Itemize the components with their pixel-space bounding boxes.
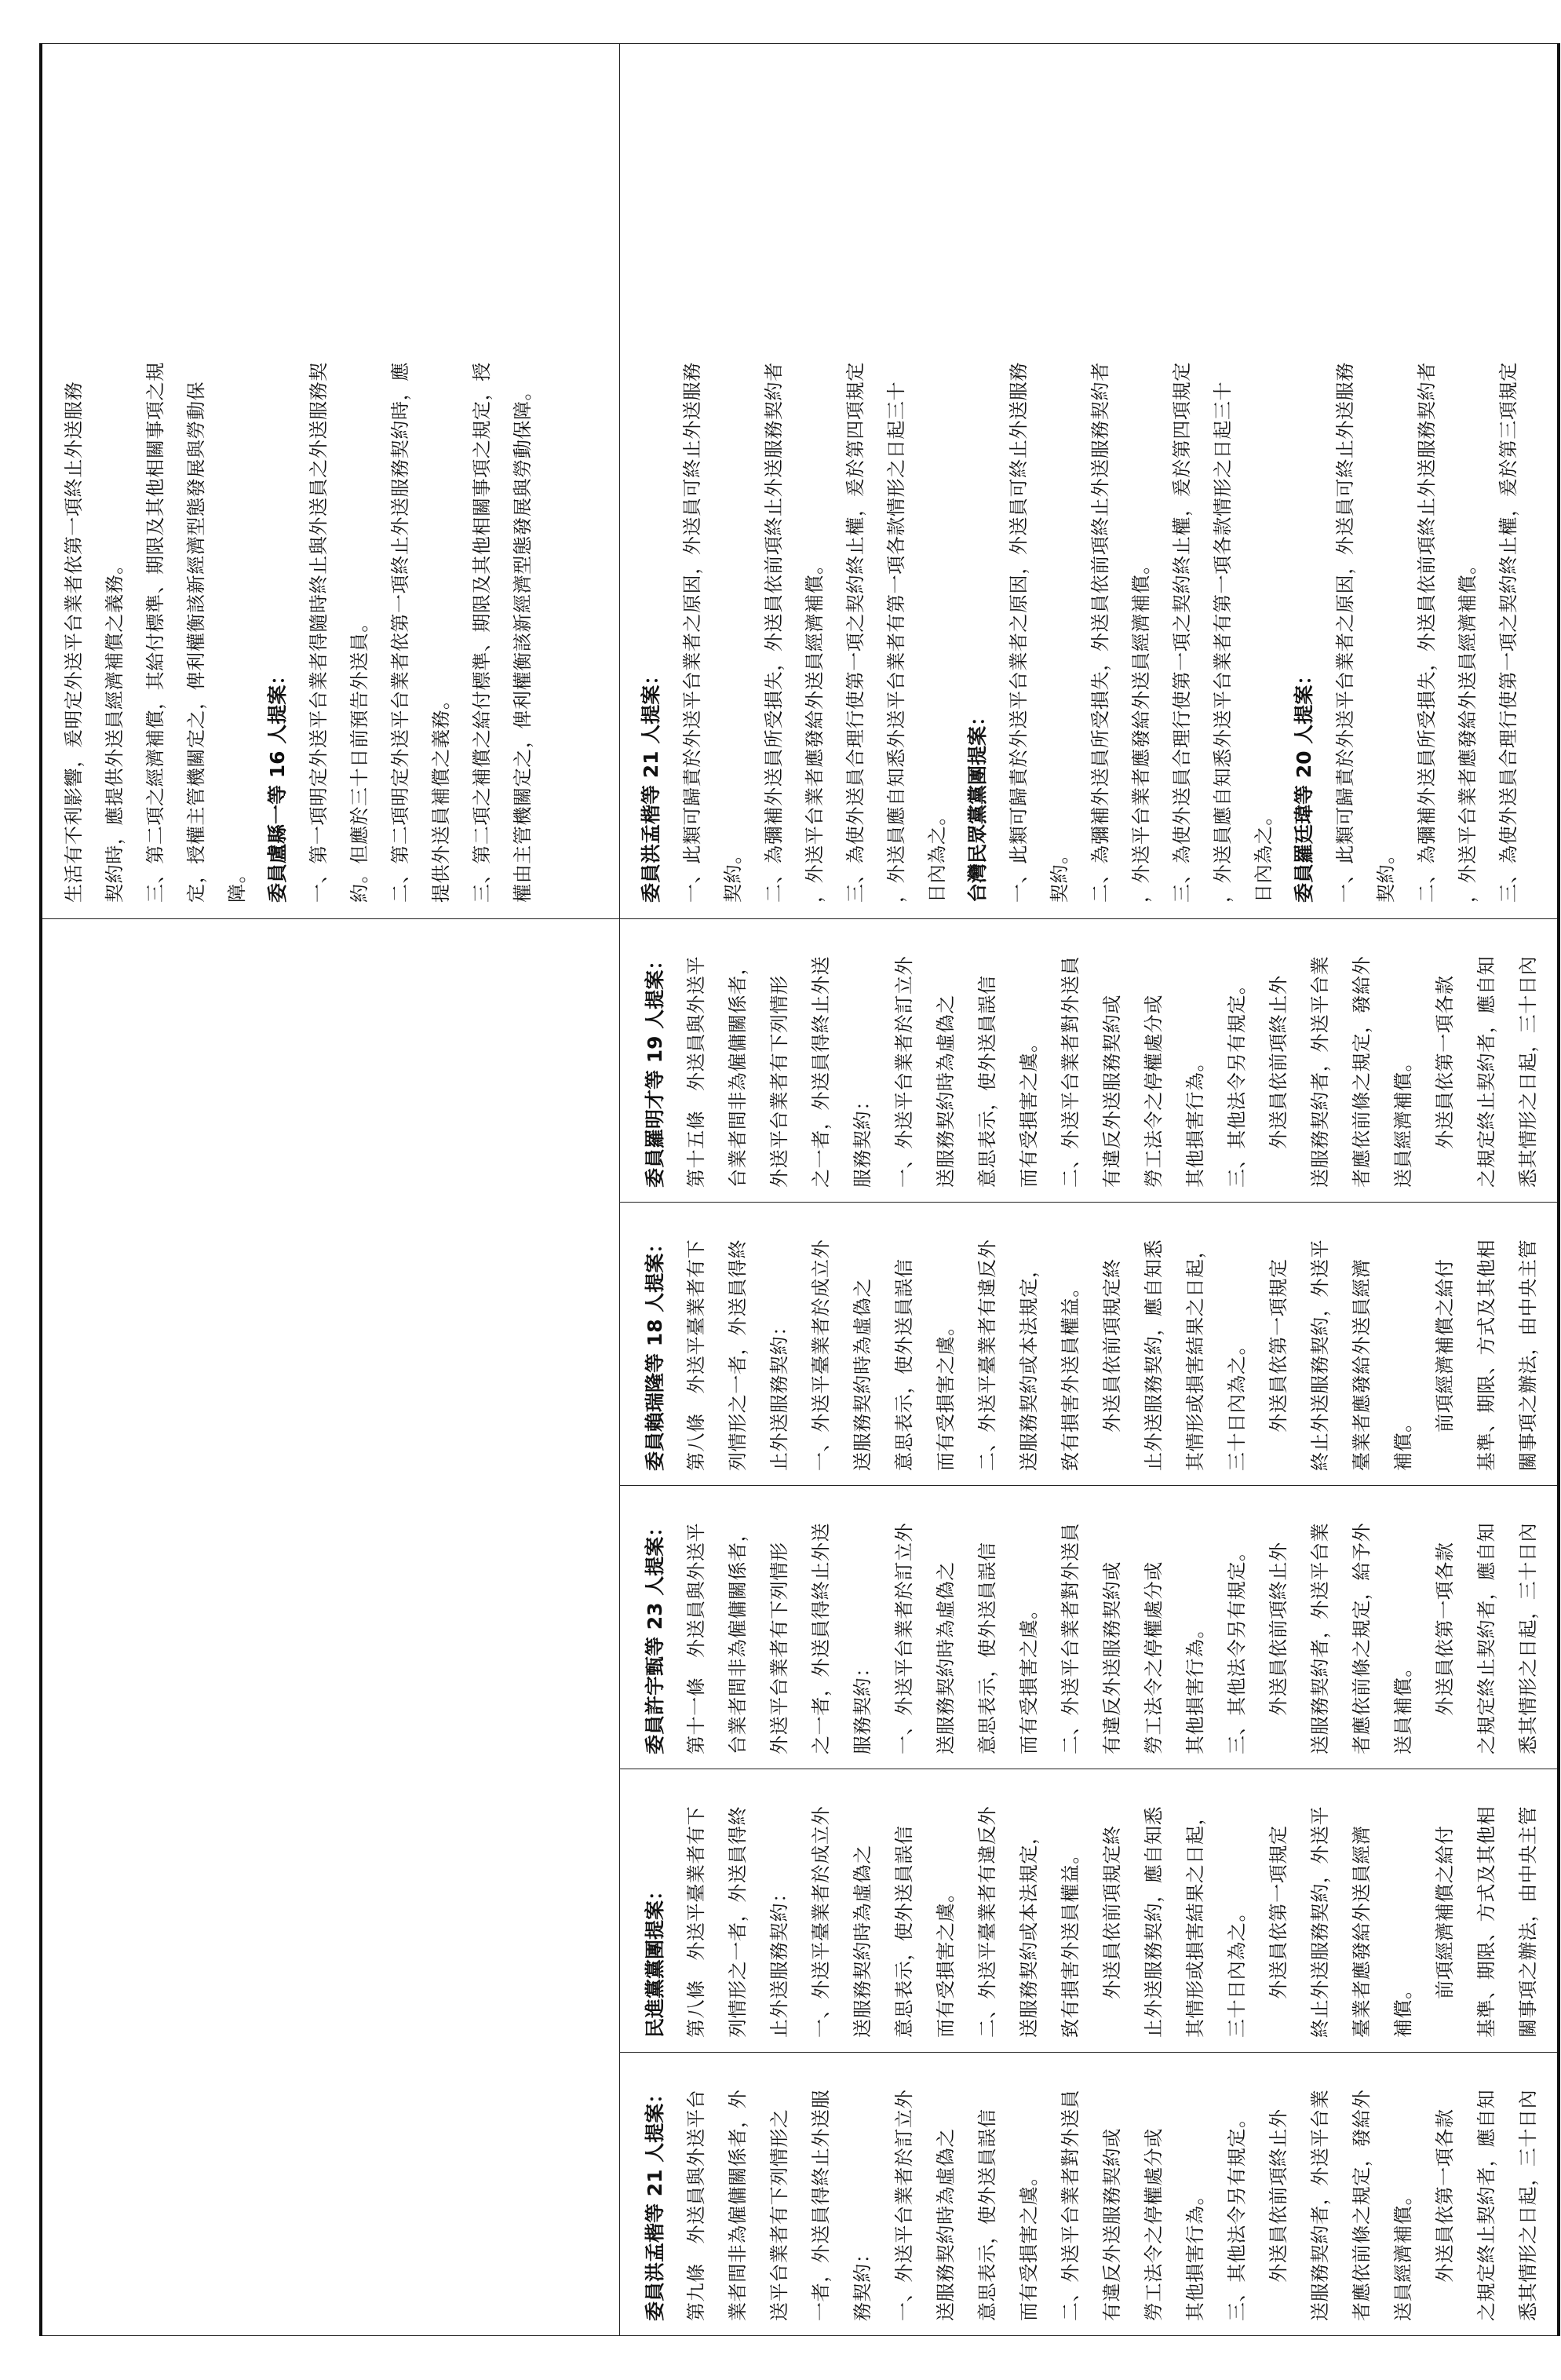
- text-line: 臺業者應發給外送員經濟: [1351, 1258, 1373, 1471]
- text-line: 一、此類可歸責於外送平台業者之原因，外送員可終止外送服務: [1008, 362, 1030, 903]
- text-line: 第九條 外送員與外送平台: [685, 2089, 707, 2321]
- text-line: 二、外送平台業者對外送員: [1060, 2089, 1081, 2321]
- text-line: 致有損害外送員權益。: [1060, 1278, 1081, 1471]
- cell-content: [620, 1769, 1557, 2052]
- cell-content: [42, 919, 619, 2335]
- text-line: 送服務契約時為虛偽之: [852, 1845, 874, 2038]
- text-line: 悉其情形之日起，三十日內: [1517, 955, 1539, 1188]
- text-line: 悉其情形之日起，三十日內: [1517, 2089, 1539, 2321]
- comparison-table: [39, 43, 1560, 2336]
- text-line: 外送員依前項終止外: [1267, 975, 1289, 1188]
- proposal-cell-4: [620, 1203, 1559, 1486]
- text-line: 之一者，外送員得終止外送: [810, 1522, 832, 1754]
- text-line: 送平台業者有下列情形之: [768, 2108, 790, 2321]
- text-line: 二、為彌補外送員所受損失，外送員依前項終止外送服務契約者: [1416, 362, 1438, 903]
- text-line: 勞工法令之停權處分或: [1143, 2128, 1165, 2321]
- proposal-heading: 委員賴瑞隆等 18 人提案：: [644, 1233, 666, 1471]
- text-line: 止外送服務契約，應自知悉: [1143, 1805, 1165, 2038]
- text-line: 送服務契約時為虛偽之: [935, 2128, 957, 2321]
- text-line: 外送員依前項終止外: [1267, 1542, 1289, 1754]
- text-line: 三、第二項之補償之給付標準、期限及其他相關事項之規定，授: [471, 362, 493, 903]
- text-line: 外送員依前項規定終: [1101, 1258, 1123, 1471]
- text-line: 日內為之。: [926, 805, 948, 903]
- text-line: 契約。: [1375, 845, 1397, 903]
- text-line: 補償。: [1392, 1413, 1414, 1471]
- text-line: 三十日內為之。: [1226, 1902, 1248, 2038]
- text-line: 障。: [226, 863, 248, 903]
- proposal-cell-3: [620, 1486, 1559, 1769]
- text-line: 意思表示，使外送員誤信: [976, 975, 998, 1188]
- text-line: 二、為彌補外送員所受損失，外送員依前項終止外送服務契約者: [1089, 362, 1111, 903]
- text-line: 外送員依前項終止外: [1267, 2108, 1289, 2321]
- text-line: 送服務契約者，外送平台業: [1309, 955, 1331, 1188]
- text-line: 有違反外送服務契約或: [1101, 995, 1123, 1188]
- text-line: 外送員依第一項各款: [1434, 2108, 1456, 2321]
- text-line: 三、為使外送員合理行使第一項之契約終止權，爰於第四項規定: [1171, 362, 1193, 903]
- text-line: 其情形或損害結果之日起，: [1184, 1805, 1206, 2038]
- text-line: 送服務契約時為虛偽之: [935, 1561, 957, 1754]
- text-line: 一、外送平臺業者於成立外: [810, 1239, 832, 1471]
- text-line: 之規定終止契約者，應自知: [1475, 1522, 1497, 1754]
- text-line: 送服務契約時為虛偽之: [852, 1278, 874, 1471]
- text-line: 三十日內為之。: [1226, 1335, 1248, 1471]
- table-row-bottom: [620, 43, 1559, 2335]
- text-line: 終止外送服務契約，外送平: [1309, 1805, 1331, 2038]
- text-line: 止外送服務契約：: [768, 1883, 790, 2038]
- text-line: 致有損害外送員權益。: [1060, 1845, 1081, 2038]
- cell-content: [620, 44, 1557, 918]
- text-line: 二、外送平臺業者有違反外: [976, 1239, 998, 1471]
- empty-left-cell: [41, 918, 620, 2335]
- text-line: 之規定終止契約者，應自知: [1475, 955, 1497, 1188]
- text-line: 送員補償。: [1392, 1658, 1414, 1754]
- text-line: 意思表示，使外送員誤信: [893, 1825, 915, 2038]
- text-line: 其他損害行為。: [1184, 2185, 1206, 2321]
- text-line: 第十一條 外送員與外送平: [685, 1522, 707, 1754]
- text-line: 送員經濟補償。: [1392, 2185, 1414, 2321]
- text-line: 一、第一項明定外送平台業者得隨時終止與外送員之外送服務契: [308, 362, 330, 903]
- text-line: 列情形之一者，外送員得終: [727, 1805, 749, 2038]
- text-line: 台業者間非為僱傭關係者，: [727, 955, 749, 1188]
- proposal-cell-1: [620, 2053, 1559, 2336]
- text-line: 務契約：: [852, 2243, 874, 2321]
- text-line: 者應依前條之規定，給予外: [1351, 1522, 1373, 1754]
- text-line: ，外送平台業者應發給外送員經濟補償。: [804, 555, 826, 903]
- text-line: 台業者間非為僱傭關係者，: [727, 1522, 749, 1754]
- text-line: 之規定終止契約者，應自知: [1475, 2089, 1497, 2321]
- text-line: ，外送平台業者應發給外送員經濟補償。: [1457, 555, 1479, 903]
- text-line: 其他損害行為。: [1184, 1052, 1206, 1188]
- text-line: 者應依前條之規定，發給外: [1351, 955, 1373, 1188]
- proposal-heading: 委員洪孟楷等 21 人提案：: [640, 665, 662, 903]
- text-line: 而有受損害之虞。: [1018, 2166, 1040, 2321]
- text-line: 有違反外送服務契約或: [1101, 1561, 1123, 1754]
- text-line: 三、為使外送員合理行使第一項之契約終止權，爰於第三項規定: [1497, 362, 1519, 903]
- text-line: 一、此類可歸責於外送平台業者之原因，外送員可終止外送服務: [1334, 362, 1356, 903]
- text-line: 三、為使外送員合理行使第一項之契約終止權，爰於第四項規定: [844, 362, 866, 903]
- explanation-cell-bottom: [620, 43, 1559, 918]
- text-line: 送服務契約者，外送平台業: [1309, 1522, 1331, 1754]
- proposal-heading: 委員羅明才等 19 人提案：: [644, 950, 666, 1188]
- proposal-cell-2: [620, 1769, 1559, 2053]
- text-line: 第八條 外送平臺業者有下: [685, 1239, 707, 1471]
- proposal-heading: 民進黨黨團提案：: [644, 1880, 666, 2038]
- text-line: 服務契約：: [852, 1091, 874, 1188]
- text-line: 二、外送平台業者對外送員: [1060, 955, 1081, 1188]
- text-line: 一、外送平台業者於訂立外: [893, 2089, 915, 2321]
- text-line: 送服務契約或本法規定，: [1018, 1258, 1040, 1471]
- text-line: 外送員依第一項規定: [1267, 1825, 1289, 2038]
- text-line: 外送員依前項規定終: [1101, 1825, 1123, 2038]
- text-line: 前項經濟補償之給付: [1434, 1825, 1456, 2038]
- text-line: 止外送服務契約：: [768, 1316, 790, 1471]
- cell-content: [620, 2053, 1557, 2335]
- proposal-heading: 台灣民眾黨黨團提案：: [966, 706, 989, 903]
- text-line: 三、其他法令另有規定。: [1226, 2108, 1248, 2321]
- text-line: 一、外送平臺業者於成立外: [810, 1805, 832, 2038]
- text-line: 三、其他法令另有規定。: [1226, 1542, 1248, 1754]
- text-line: 二、外送平臺業者有違反外: [976, 1805, 998, 2038]
- text-line: 其情形或損害結果之日起，: [1184, 1239, 1206, 1471]
- text-line: 服務契約：: [852, 1658, 874, 1754]
- text-line: 業者間非為僱傭關係者，外: [727, 2089, 749, 2321]
- text-line: 有違反外送服務契約或: [1101, 2128, 1123, 2321]
- text-line: 第十五條 外送員與外送平: [685, 955, 707, 1188]
- text-line: 補償。: [1392, 1980, 1414, 2038]
- text-line: ，外送員應自知悉外送平台業者有第一項各款情形之日起三十: [885, 381, 907, 903]
- text-line: ，外送員應自知悉外送平台業者有第一項各款情形之日起三十: [1212, 381, 1234, 903]
- proposal-heading: 委員羅廷瑋等 20 人提案：: [1293, 665, 1315, 903]
- text-line: 日內為之。: [1253, 805, 1275, 903]
- proposal-heading: 委員洪孟楷等 21 人提案：: [644, 2083, 666, 2321]
- proposal-cell-5: [620, 918, 1559, 1202]
- text-line: 送服務契約時為虛偽之: [935, 995, 957, 1188]
- text-line: 第八條 外送平臺業者有下: [685, 1805, 707, 2038]
- text-line: 而有受損害之虞。: [935, 1316, 957, 1471]
- table-row-top: [41, 43, 620, 2335]
- text-line: 一、外送平台業者於訂立外: [893, 955, 915, 1188]
- text-line: 勞工法令之停權處分或: [1143, 995, 1165, 1188]
- text-line: 二、第二項明定外送平台業者依第一項終止外送服務契約時，應: [389, 362, 411, 903]
- text-line: 約。但應於三十日前預告外送員。: [348, 612, 370, 903]
- text-line: 而有受損害之虞。: [935, 1883, 957, 2038]
- text-line: 生活有不利影響，爰明定外送平台業者依第一項終止外送服務: [63, 381, 85, 903]
- text-line: 終止外送服務契約，外送平: [1309, 1239, 1331, 1471]
- text-line: 外送平台業者有下列情形: [768, 975, 790, 1188]
- text-line: 送員經濟補償。: [1392, 1052, 1414, 1188]
- text-line: 而有受損害之虞。: [1018, 1600, 1040, 1754]
- text-line: 之一者，外送員得終止外送: [810, 955, 832, 1188]
- cell-content: [42, 44, 619, 918]
- text-line: 外送員依第一項各款: [1434, 975, 1456, 1188]
- text-line: 二、外送平台業者對外送員: [1060, 1522, 1081, 1754]
- text-line: 悉其情形之日起，三十日內: [1517, 1522, 1539, 1754]
- text-line: 一者，外送員得終止外送服: [810, 2089, 832, 2321]
- text-line: 臺業者應發給外送員經濟: [1351, 1825, 1373, 2038]
- text-line: 送服務契約或本法規定，: [1018, 1825, 1040, 2038]
- cell-content: [620, 919, 1557, 1202]
- text-line: 關事項之辦法，由中央主管: [1517, 1805, 1539, 2038]
- text-line: ，外送平台業者應發給外送員經濟補償。: [1130, 555, 1152, 903]
- text-line: 外送平台業者有下列情形: [768, 1542, 790, 1754]
- text-line: 關事項之辦法，由中央主管: [1517, 1239, 1539, 1471]
- text-line: 列情形之一者，外送員得終: [727, 1239, 749, 1471]
- text-line: 三、其他法令另有規定。: [1226, 975, 1248, 1188]
- proposal-heading: 委員許宇甄等 23 人提案：: [644, 1517, 666, 1754]
- text-line: 契約時，應提供外送員經濟補償之義務。: [104, 555, 126, 903]
- text-line: 一、外送平台業者於訂立外: [893, 1522, 915, 1754]
- text-line: 提供外送員補償之義務。: [430, 690, 452, 903]
- proposal-heading: 委員盧縣一等 16 人提案：: [266, 665, 289, 903]
- text-line: 意思表示，使外送員誤信: [893, 1258, 915, 1471]
- text-line: 止外送服務契約，應自知悉: [1143, 1239, 1165, 1471]
- text-line: 二、為彌補外送員所受損失，外送員依前項終止外送服務契約者: [763, 362, 785, 903]
- text-line: 意思表示，使外送員誤信: [976, 1542, 998, 1754]
- text-line: 送服務契約者，外送平台業: [1309, 2089, 1331, 2321]
- text-line: 外送員依第一項規定: [1267, 1258, 1289, 1471]
- text-line: 其他損害行為。: [1184, 1619, 1206, 1754]
- text-line: 勞工法令之停權處分或: [1143, 1561, 1165, 1754]
- text-line: 契約。: [722, 845, 744, 903]
- text-line: 一、此類可歸責於外送平台業者之原因，外送員可終止外送服務: [681, 362, 703, 903]
- text-line: 定，授權主管機關定之，俾利權衡該新經濟型態發展與勞動保: [185, 381, 207, 903]
- text-line: 意思表示，使外送員誤信: [976, 2108, 998, 2321]
- text-line: 前項經濟補償之給付: [1434, 1258, 1456, 1471]
- text-line: 基準、期限、方式及其他相: [1475, 1805, 1497, 2038]
- text-line: 外送員依第一項各款: [1434, 1542, 1456, 1754]
- text-line: 契約。: [1049, 845, 1070, 903]
- text-line: 者應依前條之規定，發給外: [1351, 2089, 1373, 2321]
- cell-content: [620, 1203, 1557, 1485]
- text-line: 而有受損害之虞。: [1018, 1033, 1040, 1188]
- cell-content: [620, 1486, 1557, 1769]
- text-line: 權由主管機關定之，俾利權衡該新經濟型態發展與勞動保障。: [512, 381, 534, 903]
- text-line: 基準、期限、方式及其他相: [1475, 1239, 1497, 1471]
- explanation-cell-top: [41, 43, 620, 918]
- text-line: 三、第二項之經濟補償，其給付標準、期限及其他相關事項之規: [144, 362, 166, 903]
